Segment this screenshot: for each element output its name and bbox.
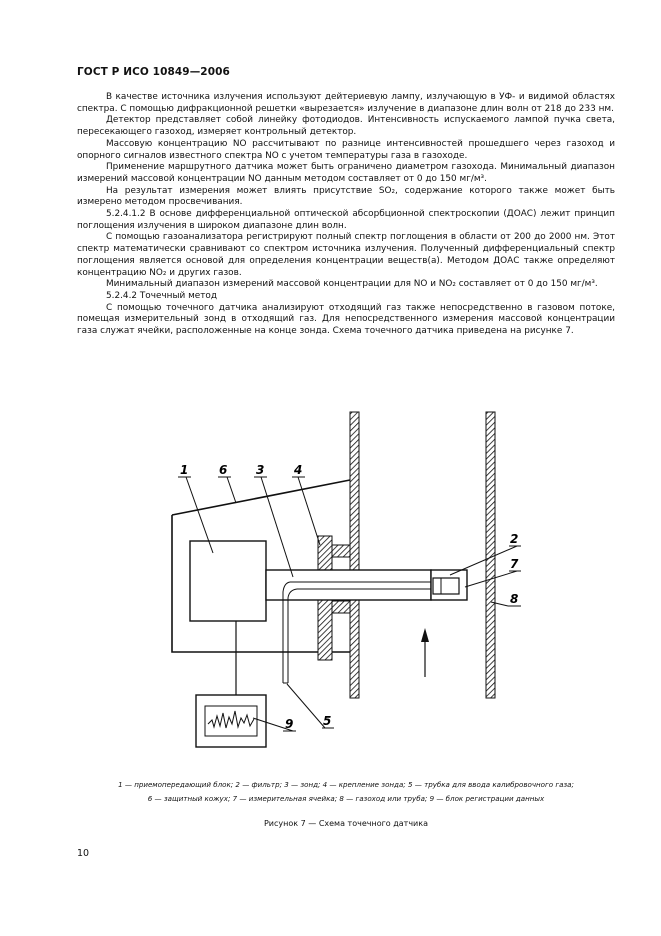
measuring-cell xyxy=(433,578,459,594)
paragraph: В качестве источника излучения используют дейтериевую лампу, излучающую в УФ- и видимой областях спектра. С помощью дифракционной решетки «вырезается» излучение в диапазоне длин волн от 218 до 233 нм. xyxy=(77,92,615,114)
paragraph: 5.2.4.1.2 В основе дифференциальной оптической абсорбционной спектроскопии (ДОАС) лежит принцип поглощения излучения в широком диапазоне длин волн. xyxy=(77,209,615,231)
document-header: ГОСТ Р ИСО 10849—2006 xyxy=(77,66,230,78)
label-9: 9 xyxy=(285,717,294,731)
transceiver-block xyxy=(190,541,266,621)
label-6: 6 xyxy=(219,463,228,477)
paragraph: Минимальный диапазон измерений массовой концентрации для NO и NO₂ составляет от 0 до 150 мг/м³. xyxy=(106,279,598,290)
figure-legend-line-1: 1 — приемопередающий блок; 2 — фильтр; 3 — зонд; 4 — крепление зонда; 5 — трубка для ввода калибровочного газа; xyxy=(118,780,574,789)
paragraph: С помощью точечного датчика анализируют отходящий газ также непосредственно в газовом потоке, помещая измерительный зонд в отходящий газ. Для непосредственного измерения массовой концентрации газа служат ячейки, расположенные на конце зонда. Схема точечного датчика приведена на рисунке 7. xyxy=(77,302,615,337)
page-number: 10 xyxy=(77,848,90,859)
paragraph: С помощью газоанализатора регистрируют полный спектр поглощения в области от 200 до 2000 нм. Этот спектр математически сравнивают со спектром источника излучения. Полученный дифференциальный спектр поглощения является основой для определения концентрации веществ(а). Методом ДОАС также определяют концентрацию NO₂ и других газов. xyxy=(77,232,615,278)
probe xyxy=(266,570,431,600)
paragraph: На результат измерения может влиять присутствие SO₂, содержание которого также может быть измерено методом просвечивания. xyxy=(77,185,615,208)
section-heading: 5.2.4.2 Точечный метод xyxy=(106,290,217,301)
label-1: 1 xyxy=(180,463,189,477)
duct-wall-left xyxy=(350,412,359,698)
label-8: 8 xyxy=(510,592,519,606)
gas-flow-arrow xyxy=(421,628,429,677)
figure-legend-line-2: 6 — защитный кожух; 7 — измерительная ячейка; 8 — газоход или труба; 9 — блок регистрации данных xyxy=(147,794,545,803)
label-3: 3 xyxy=(256,463,265,477)
body-text xyxy=(77,92,615,338)
duct-wall-right xyxy=(486,412,495,698)
label-7: 7 xyxy=(510,557,519,571)
paragraph: Применение маршрутного датчика может быть ограничено диаметром газохода. Минимальный диапазон измерений массовой концентрации NO данным методом составляет от 0 до 150 мг/м³. xyxy=(77,162,615,184)
paragraph: Массовую концентрацию NO рассчитывают по разнице интенсивностей прошедшего через газоход и опорного сигналов известного спектра NO с учетом температуры газа в газоходе. xyxy=(77,138,615,161)
point-sensor-diagram xyxy=(150,408,550,748)
figure-title: Рисунок 7 — Схема точечного датчика xyxy=(263,819,428,828)
label-5: 5 xyxy=(323,714,332,728)
label-4: 4 xyxy=(294,463,303,477)
paragraph: Детектор представляет собой линейку фотодиодов. Интенсивность испускаемого лампой пучка света, пересекающего газоход, измеряет контрольный детектор. xyxy=(77,115,615,138)
label-2: 2 xyxy=(510,532,519,546)
